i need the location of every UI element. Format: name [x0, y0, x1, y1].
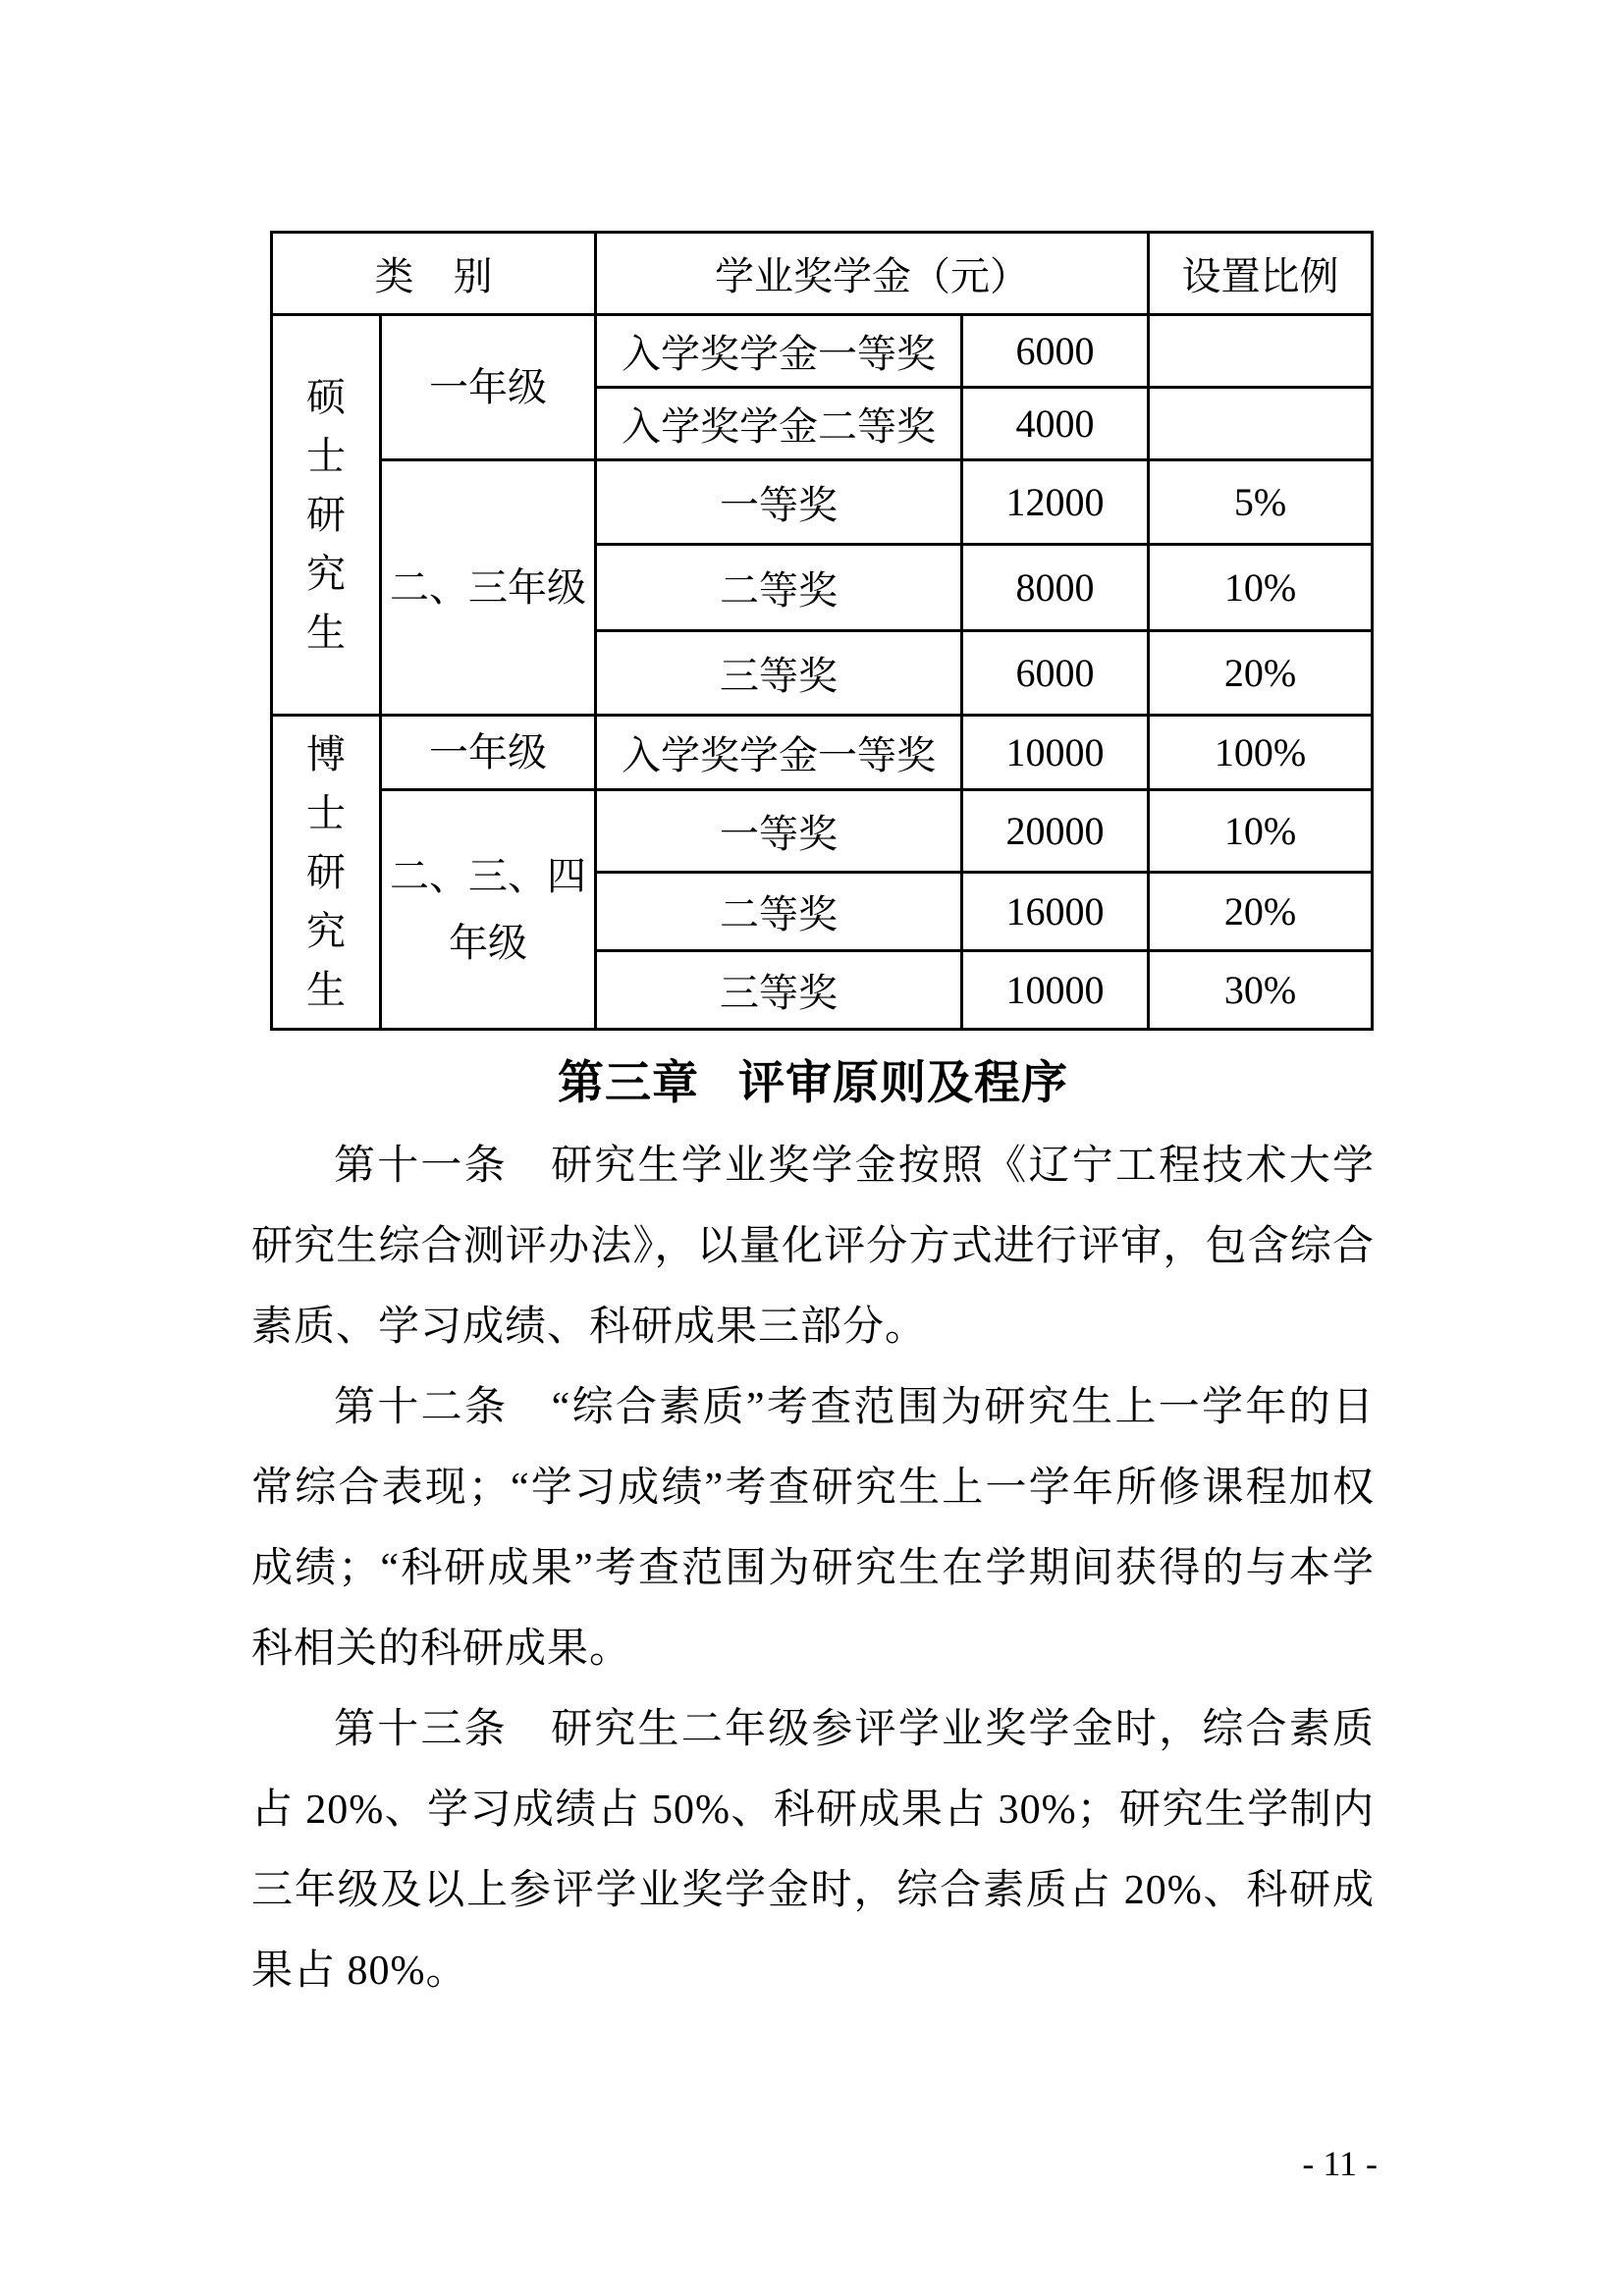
award-name: 一等奖: [596, 460, 962, 545]
header-scholarship: 学业奖学金（元）: [596, 233, 1149, 315]
award-amount: 10000: [962, 951, 1149, 1030]
award-ratio: 10%: [1149, 790, 1373, 873]
grade-cell: 二、三、四年级: [381, 790, 596, 1030]
award-name: 二等奖: [596, 545, 962, 631]
award-ratio: 20%: [1149, 631, 1373, 716]
table-row: [272, 460, 1373, 545]
award-ratio: [1149, 388, 1373, 460]
article-12: 第十二条 “综合素质”考查范围为研究生上一学年的日常综合表现；“学习成绩”考查研究生上一学年所修课程加权成绩；“科研成果”考查范围为研究生在学期间获得的与本学科相关的科研成果。: [251, 1385, 1375, 1672]
award-ratio: [1149, 315, 1373, 388]
page-content: [251, 231, 1375, 2011]
award-name: 入学奖学金一等奖: [596, 716, 962, 790]
chapter-number: 第三章: [558, 1056, 699, 1108]
award-name: 三等奖: [596, 631, 962, 716]
table-row: [272, 315, 1373, 388]
grade-cell: 一年级: [381, 315, 596, 460]
scholarship-table: [270, 231, 1374, 1031]
award-ratio: 100%: [1149, 716, 1373, 790]
award-amount: 6000: [962, 315, 1149, 388]
grade-cell: 二、三年级: [381, 460, 596, 716]
category-doctor-label: 博士研究生: [306, 731, 346, 1012]
award-amount: 16000: [962, 873, 1149, 951]
chapter-heading: [251, 1046, 1375, 1112]
article-13: 第十三条 研究生二年级参评学业奖学金时，综合素质占 20%、学习成绩占 50%、科研成果占 30%；研究生学制内三年级及以上参评学业奖学金时，综合素质占 20%、科研成果占 80%。: [251, 1707, 1375, 1994]
category-master: [272, 315, 381, 716]
award-name: 二等奖: [596, 873, 962, 951]
header-category: 类 别: [272, 233, 596, 315]
header-ratio: 设置比例: [1149, 233, 1373, 315]
table-row: [272, 716, 1373, 790]
table-row: [272, 790, 1373, 873]
award-name: 一等奖: [596, 790, 962, 873]
award-ratio: 10%: [1149, 545, 1373, 631]
award-amount: 10000: [962, 716, 1149, 790]
award-name: 入学奖学金二等奖: [596, 388, 962, 460]
category-master-label: 硕士研究生: [306, 374, 346, 655]
award-amount: 20000: [962, 790, 1149, 873]
award-amount: 4000: [962, 388, 1149, 460]
award-ratio: 5%: [1149, 460, 1373, 545]
category-doctor: [272, 716, 381, 1030]
award-amount: 8000: [962, 545, 1149, 631]
chapter-title: 评审原则及程序: [738, 1056, 1068, 1108]
grade-cell: 一年级: [381, 716, 596, 790]
page-number: - 11 -: [1302, 2144, 1378, 2183]
award-name: 入学奖学金一等奖: [596, 315, 962, 388]
award-ratio: 30%: [1149, 951, 1373, 1030]
award-name: 三等奖: [596, 951, 962, 1030]
table-header-row: [272, 233, 1373, 315]
award-ratio: 20%: [1149, 873, 1373, 951]
award-amount: 12000: [962, 460, 1149, 545]
award-amount: 6000: [962, 631, 1149, 716]
article-11: 第十一条 研究生学业奖学金按照《辽宁工程技术大学研究生综合测评办法》，以量化评分方式进行评审，包含综合素质、学习成绩、科研成果三部分。: [251, 1144, 1375, 1350]
